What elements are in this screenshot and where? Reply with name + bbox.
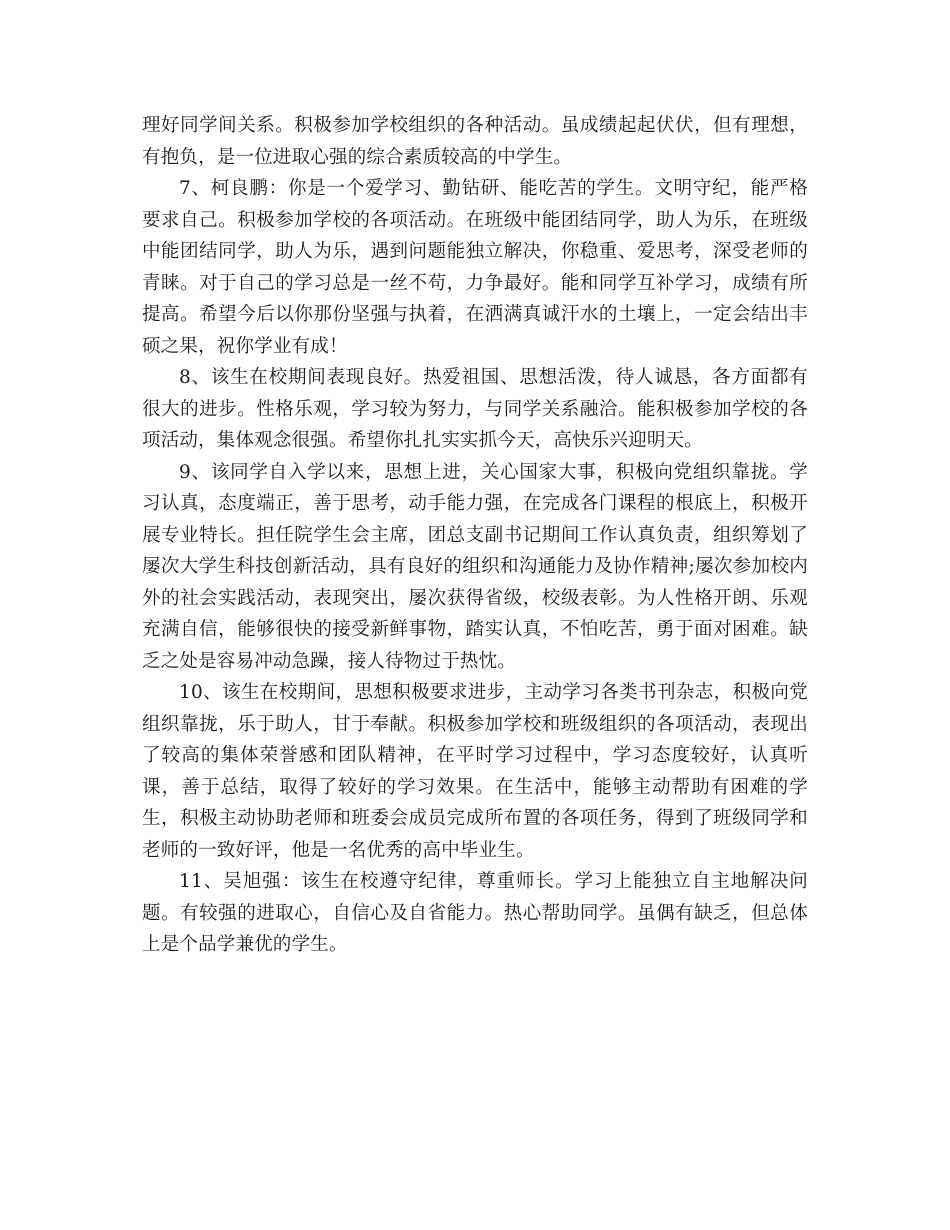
paragraph-continuation: 理好同学间关系。积极参加学校组织的各种活动。虽成绩起起伏伏，但有理想，有抱负，是一位进取心强的综合素质较高的中学生。	[142, 115, 808, 168]
paragraph-comment-9: 9、该同学自入学以来，思想上进，关心国家大事，积极向党组织靠拢。学习认真，态度端正，善于思考，动手能力强，在完成各门课程的根底上，积极开展专业特长。担任院学生会主席，团总支副书记期间工作认真负责，组织筹划了屡次大学生科技创新活动，具有良好的组织和沟通能力及协作精神;屡次参加校内外的社会实践活动，表现突出，屡次获得省级，校级表彰。为人性格开朗、乐观充满自信，能够很快的接受新鲜事物，踏实认真，不怕吃苦，勇于面对困难。缺乏之处是容易冲动急躁，接人待物过于热忱。	[142, 461, 808, 672]
paragraph-comment-8: 8、该生在校期间表现良好。热爱祖国、思想活泼，待人诚恳，各方面都有很大的进步。性格乐观，学习较为努力，与同学关系融洽。能积极参加学校的各项活动，集体观念很强。希望你扎扎实实抓今天，高快乐兴迎明天。	[142, 367, 808, 451]
paragraph-comment-10: 10、该生在校期间，思想积极要求进步，主动学习各类书刊杂志，积极向党组织靠拢，乐于助人，甘于奉献。积极参加学校和班级组织的各项活动，表现出了较高的集体荣誉感和团队精神，在平时学习过程中，学习态度较好，认真听课，善于总结，取得了较好的学习效果。在生活中，能够主动帮助有困难的学生，积极主动协助老师和班委会成员完成所布置的各项任务，得到了班级同学和老师的一致好评，他是一名优秀的高中毕业生。	[142, 682, 808, 861]
document-body	[142, 110, 808, 961]
paragraph-comment-11: 11、吴旭强：该生在校遵守纪律，尊重师长。学习上能独立自主地解决问题。有较强的进取心，自信心及自省能力。热心帮助同学。虽偶有缺乏，但总体上是个品学兼优的学生。	[142, 871, 808, 955]
paragraph-comment-7: 7、柯良鹏：你是一个爱学习、勤钻研、能吃苦的学生。文明守纪，能严格要求自己。积极参加学校的各项活动。在班级中能团结同学，助人为乐，在班级中能团结同学，助人为乐，遇到问题能独立解决，你稳重、爱思考，深受老师的青睐。对于自己的学习总是一丝不苟，力争最好。能和同学互补学习，成绩有所提高。希望今后以你那份坚强与执着，在洒满真诚汗水的土壤上，一定会结出丰硕之果，祝你学业有成！	[142, 178, 808, 357]
